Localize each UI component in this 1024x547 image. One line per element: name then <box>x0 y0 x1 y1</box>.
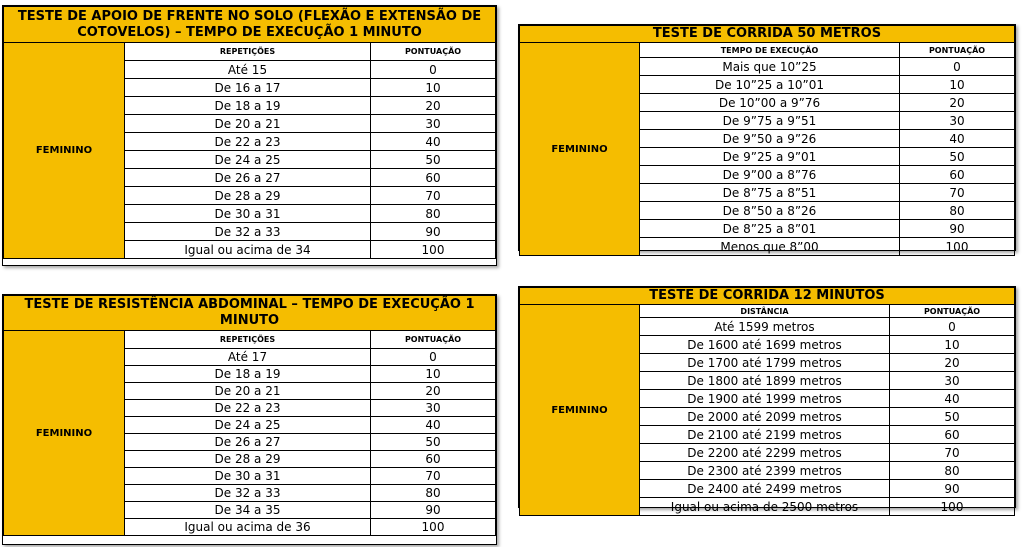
table-cell: 80 <box>890 462 1015 480</box>
table-cell: De 1600 até 1699 metros <box>640 336 890 354</box>
table-title: TESTE DE CORRIDA 50 METROS <box>520 26 1015 43</box>
table-cell: De 20 a 21 <box>125 115 371 133</box>
table-cell: De 9”25 a 9”01 <box>640 148 900 166</box>
table-cell: 30 <box>900 112 1015 130</box>
table-cell: De 20 a 21 <box>125 383 371 400</box>
table-cell: 100 <box>890 498 1015 516</box>
table-cell: 50 <box>900 148 1015 166</box>
table-cell: 10 <box>371 79 496 97</box>
table-cell: 70 <box>371 468 496 485</box>
table-cell: De 2000 até 2099 metros <box>640 408 890 426</box>
table-cell: De 34 a 35 <box>125 502 371 519</box>
column-header: REPETIÇÕES <box>125 331 371 349</box>
table-cell: De 1800 até 1899 metros <box>640 372 890 390</box>
column-header: PONTUAÇÃO <box>900 43 1015 58</box>
group-label: FEMININO <box>4 331 125 536</box>
table-cell: De 32 a 33 <box>125 485 371 502</box>
table-cell: Igual ou acima de 36 <box>125 519 371 536</box>
table-cell: 10 <box>371 366 496 383</box>
table-cell: De 8”75 a 8”51 <box>640 184 900 202</box>
table-cell: 40 <box>371 133 496 151</box>
table-cell: 40 <box>900 130 1015 148</box>
abdominal-test-table <box>2 294 497 545</box>
table-cell: De 26 a 27 <box>125 169 371 187</box>
table-cell: Mais que 10”25 <box>640 58 900 76</box>
table-cell: De 22 a 23 <box>125 400 371 417</box>
table-cell: De 2200 até 2299 metros <box>640 444 890 462</box>
table-cell: 30 <box>371 400 496 417</box>
table-cell: De 22 a 23 <box>125 133 371 151</box>
table-cell: 30 <box>371 115 496 133</box>
table-cell: 100 <box>371 241 496 259</box>
column-header: PONTUAÇÃO <box>371 331 496 349</box>
table-cell: De 28 a 29 <box>125 187 371 205</box>
table-cell: 90 <box>371 223 496 241</box>
table-cell: De 10”00 a 9”76 <box>640 94 900 112</box>
group-label: FEMININO <box>520 43 640 256</box>
column-header: REPETIÇÕES <box>125 43 371 61</box>
table-cell: 80 <box>371 485 496 502</box>
run-12min-table <box>518 286 1016 514</box>
sprint-50m-table <box>518 24 1016 254</box>
table-cell: De 28 a 29 <box>125 451 371 468</box>
table-cell: 10 <box>890 336 1015 354</box>
table-cell: De 1700 até 1799 metros <box>640 354 890 372</box>
table-cell: 70 <box>890 444 1015 462</box>
table-cell: De 8”25 a 8”01 <box>640 220 900 238</box>
table-cell: 0 <box>371 61 496 79</box>
table-cell: De 32 a 33 <box>125 223 371 241</box>
table-title: TESTE DE APOIO DE FRENTE NO SOLO (FLEXÃO E EXTENSÃO DE COTOVELOS) – TEMPO DE EXECUÇÃO 1 MINUTO <box>4 7 496 43</box>
table-cell: 60 <box>900 166 1015 184</box>
table-cell: 90 <box>371 502 496 519</box>
table-cell: Igual ou acima de 34 <box>125 241 371 259</box>
table-cell: 70 <box>900 184 1015 202</box>
table-title: TESTE DE RESISTÊNCIA ABDOMINAL – TEMPO DE EXECUÇÃO 1 MINUTO <box>4 296 496 331</box>
table-cell: De 2300 até 2399 metros <box>640 462 890 480</box>
group-label: FEMININO <box>4 43 125 259</box>
table-cell: 20 <box>900 94 1015 112</box>
table-cell: De 18 a 19 <box>125 97 371 115</box>
table-cell: 20 <box>371 97 496 115</box>
table-cell: De 30 a 31 <box>125 468 371 485</box>
table-cell: De 2400 até 2499 metros <box>640 480 890 498</box>
table-cell: 50 <box>371 434 496 451</box>
table-cell: De 26 a 27 <box>125 434 371 451</box>
table-cell: 100 <box>900 238 1015 256</box>
table-cell: De 30 a 31 <box>125 205 371 223</box>
column-header: TEMPO DE EXECUÇÃO <box>640 43 900 58</box>
group-label: FEMININO <box>520 305 640 516</box>
table-cell: 90 <box>900 220 1015 238</box>
column-header: DISTÂNCIA <box>640 305 890 318</box>
table-cell: Até 17 <box>125 349 371 366</box>
table-cell: 0 <box>900 58 1015 76</box>
table-cell: Até 15 <box>125 61 371 79</box>
table-cell: 50 <box>371 151 496 169</box>
table-cell: De 9”00 a 8”76 <box>640 166 900 184</box>
table-cell: De 18 a 19 <box>125 366 371 383</box>
table-cell: 100 <box>371 519 496 536</box>
table-cell: 40 <box>371 417 496 434</box>
table-title: TESTE DE CORRIDA 12 MINUTOS <box>520 288 1015 305</box>
table-cell: Menos que 8”00 <box>640 238 900 256</box>
column-header: PONTUAÇÃO <box>371 43 496 61</box>
table-cell: 30 <box>890 372 1015 390</box>
table-cell: 60 <box>371 451 496 468</box>
table-cell: De 2100 até 2199 metros <box>640 426 890 444</box>
table-cell: Até 1599 metros <box>640 318 890 336</box>
table-cell: 80 <box>900 202 1015 220</box>
table-cell: De 16 a 17 <box>125 79 371 97</box>
table-cell: 20 <box>371 383 496 400</box>
table-cell: De 1900 até 1999 metros <box>640 390 890 408</box>
column-header: PONTUAÇÃO <box>890 305 1015 318</box>
table-cell: 20 <box>890 354 1015 372</box>
table-cell: 80 <box>371 205 496 223</box>
pushup-test-table <box>2 5 497 266</box>
table-cell: 0 <box>890 318 1015 336</box>
table-cell: De 9”50 a 9”26 <box>640 130 900 148</box>
table-cell: De 24 a 25 <box>125 417 371 434</box>
table-cell: 50 <box>890 408 1015 426</box>
table-cell: De 9”75 a 9”51 <box>640 112 900 130</box>
table-cell: 60 <box>890 426 1015 444</box>
table-cell: De 10”25 a 10”01 <box>640 76 900 94</box>
table-cell: 40 <box>890 390 1015 408</box>
table-cell: De 8”50 a 8”26 <box>640 202 900 220</box>
table-cell: 60 <box>371 169 496 187</box>
table-cell: 70 <box>371 187 496 205</box>
table-cell: De 24 a 25 <box>125 151 371 169</box>
table-cell: 10 <box>900 76 1015 94</box>
table-cell: 0 <box>371 349 496 366</box>
table-cell: Igual ou acima de 2500 metros <box>640 498 890 516</box>
table-cell: 90 <box>890 480 1015 498</box>
